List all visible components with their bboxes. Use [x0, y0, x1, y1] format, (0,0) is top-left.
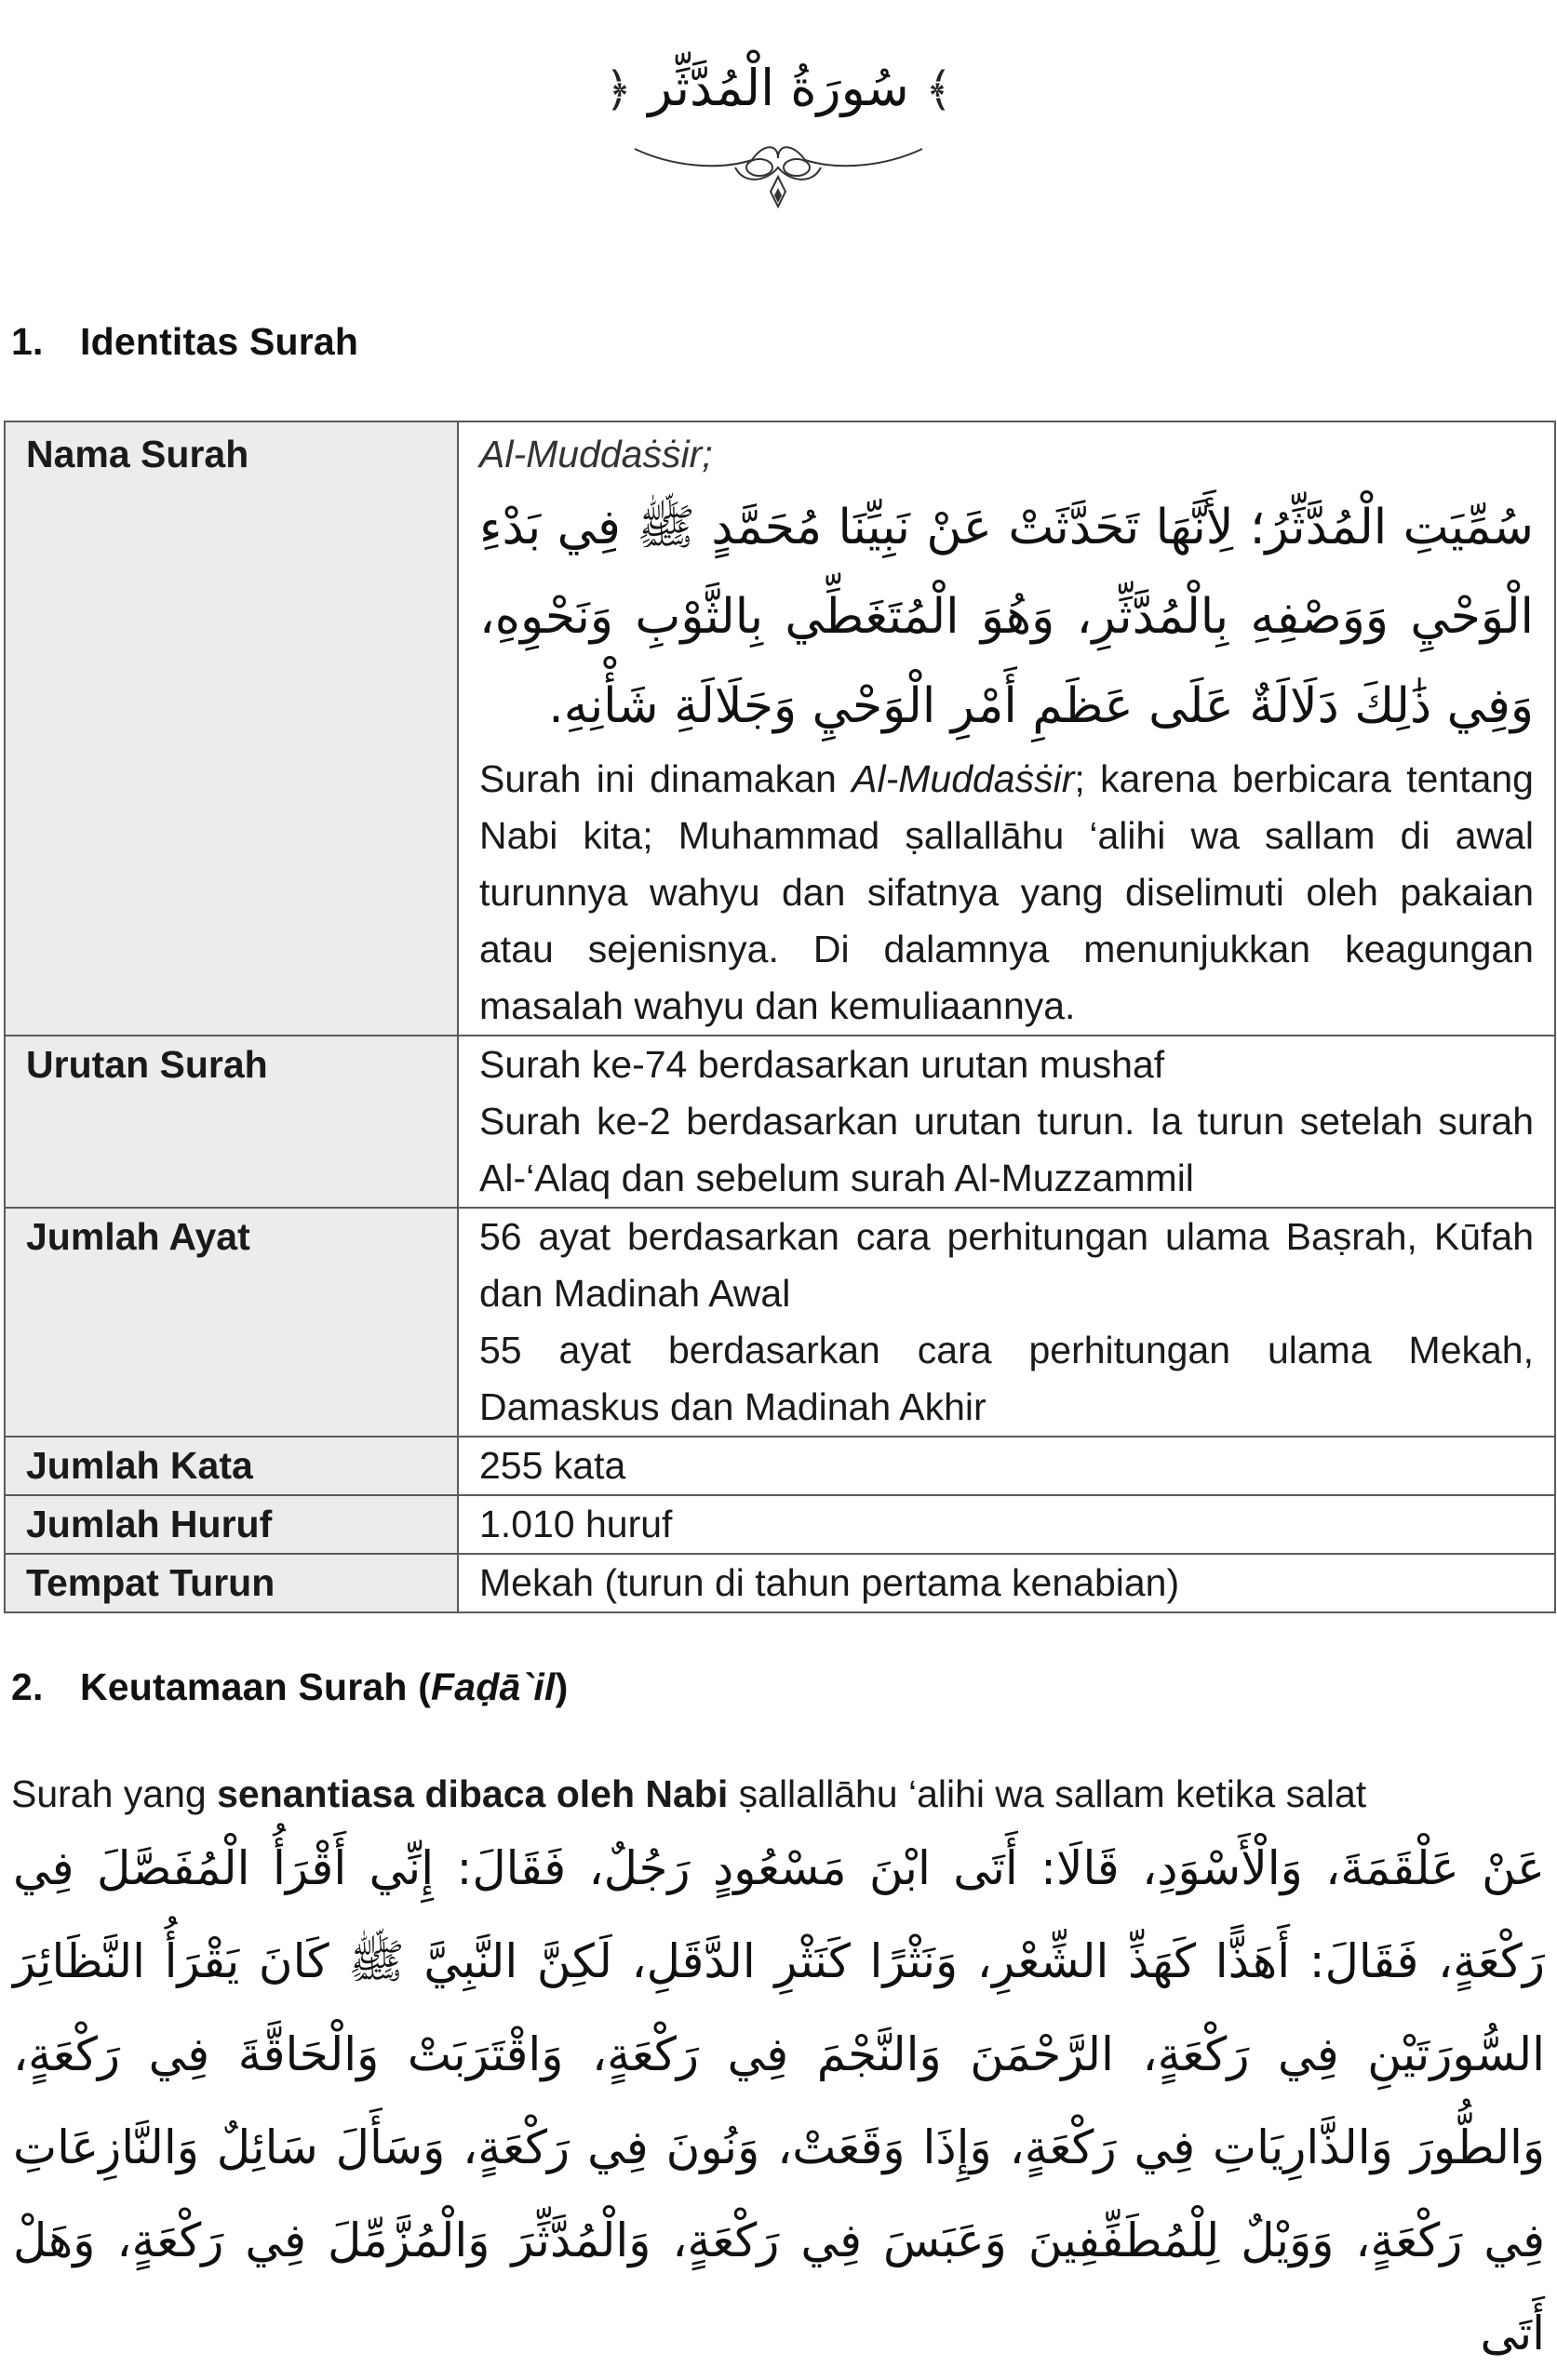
row-value: [458, 1036, 1555, 1208]
section-1-title: Identitas Surah: [80, 320, 359, 363]
row-label: Nama Surah: [5, 421, 458, 1036]
table-row-jumlah-huruf: [5, 1495, 1555, 1554]
section-2-title-italic: Faḍā`il: [431, 1665, 556, 1708]
table-row-nama-surah: [5, 421, 1555, 1036]
value-line-1: 56 ayat berdasarkan cara perhitungan ulama Baṣrah, Kūfah dan Madinah Awal: [479, 1215, 1534, 1315]
value-line-2: Surah ke-2 berdasarkan urutan turun. Ia turun setelah surah Al-‘Alaq dan sebelum surah Al-Muzzammil: [479, 1100, 1534, 1199]
row-value: [458, 421, 1555, 1036]
row-label: Jumlah Huruf: [5, 1495, 458, 1554]
intro-pre: Surah yang: [11, 1772, 218, 1815]
hadith-arabic-text: عَنْ عَلْقَمَةَ، وَالْأَسْوَدِ، قَالَا: أَتَى ابْنَ مَسْعُودٍ رَجُلٌ، فَقَالَ: إِنِّي أَقْرَأُ الْمُفَصَّلَ فِي رَكْعَةٍ، فَقَالَ: أَهَذًّا كَهَذِّ الشِّعْرِ، وَنَثْرًا كَنَثْرِ الدَّقَلِ، لَكِنَّ النَّبِيَّ ﷺ كَانَ يَقْرَأُ النَّظَائِرَ السُّورَتَيْنِ فِي رَكْعَةٍ، الرَّحْمَنَ وَالنَّجْمَ فِي رَكْعَةٍ، وَاقْتَرَبَتْ وَالْحَاقَّةَ فِي رَكْعَةٍ، وَالطُّورَ وَالذَّارِيَاتِ فِي رَكْعَةٍ، وَإِذَا وَقَعَتْ، وَنُونَ فِي رَكْعَةٍ، وَسَأَلَ سَائِلٌ وَالنَّازِعَاتِ فِي رَكْعَةٍ، وَوَيْلٌ لِلْمُطَفِّفِينَ وَعَبَسَ فِي رَكْعَةٍ، وَالْمُدَّثِّرَ وَالْمُزَّمِّلَ فِي رَكْعَةٍ، وَهَلْ أَتَى: [13, 1841, 1545, 2360]
ornament-bracket-left: ﴿: [604, 62, 633, 116]
section-2-title-post: ): [555, 1665, 569, 1708]
table-row-jumlah-kata: [5, 1437, 1555, 1495]
intro-bold: senantiasa dibaca oleh Nabi: [217, 1772, 729, 1815]
row-label: Jumlah Ayat: [5, 1208, 458, 1437]
row-value: [458, 1208, 1555, 1437]
section-2-number: 2.: [11, 1665, 44, 1708]
virtue-intro: [11, 1766, 1547, 1822]
section-1-heading: [11, 320, 358, 364]
indonesian-description: [479, 751, 1534, 1035]
row-value: 255 kata: [458, 1437, 1555, 1495]
desc-text-pre: Surah ini dinamakan: [479, 757, 852, 800]
surah-title: [605, 47, 952, 131]
row-label: Tempat Turun: [5, 1554, 458, 1612]
intro-post: ṣallallāhu ‘alihi wa sallam ketika salat: [728, 1772, 1367, 1815]
flourish-ornament-icon: [633, 140, 924, 220]
section-2-title-pre: Keutamaan Surah (: [80, 1665, 432, 1708]
ornament-bracket-right: ﴾: [924, 62, 953, 116]
row-label: Jumlah Kata: [5, 1437, 458, 1495]
table-row-urutan-surah: [5, 1036, 1555, 1208]
desc-text-italic: Al-Muddaṡṡir: [852, 757, 1075, 800]
desc-text-post: ; karena berbicara tentang Nabi kita; Muhammad ṣallallāhu ‘alihi wa sallam di awal turunnya wahyu dan sifatnya yang diselimuti oleh pakaian atau sejenisnya. Di dalamnya menunjukkan keagungan masalah wahyu dan kemuliaannya.: [479, 757, 1534, 1027]
arabic-description: سُمِّيَتِ الْمُدَّثِّرُ؛ لِأَنَّهَا تَحَدَّثَتْ عَنْ نَبِيِّنَا مُحَمَّدٍ ﷺ فِي بَدْءِ الْوَحْيِ وَوَصْفِهِ بِالْمُدَّثِّرِ، وَهُوَ الْمُتَغَطِّي بِالثَّوْبِ وَنَحْوِهِ، وَفِي ذَٰلِكَ دَلَالَةٌ عَلَى عَظَمِ أَمْرِ الْوَحْيِ وَجَلَالَةِ شَأْنِهِ.: [479, 500, 1534, 734]
row-label: Urutan Surah: [5, 1036, 458, 1208]
surah-name-italic: Al-Muddaṡṡir;: [479, 433, 713, 475]
identity-table: [4, 421, 1556, 1613]
row-value: 1.010 huruf: [458, 1495, 1555, 1554]
table-row-tempat-turun: [5, 1554, 1555, 1612]
value-line-2: 55 ayat berdasarkan cara perhitungan ulama Mekah, Damaskus dan Madinah Akhir: [479, 1329, 1534, 1428]
row-value: Mekah (turun di tahun pertama kenabian): [458, 1554, 1555, 1612]
table-row-jumlah-ayat: [5, 1208, 1555, 1437]
surah-header: [586, 47, 971, 223]
section-2-heading: [11, 1665, 568, 1709]
value-line-1: Surah ke-74 berdasarkan urutan mushaf: [479, 1043, 1165, 1086]
surah-title-text: سُورَةُ الْمُدَّثِّر: [648, 59, 909, 117]
section-1-number: 1.: [11, 320, 44, 363]
